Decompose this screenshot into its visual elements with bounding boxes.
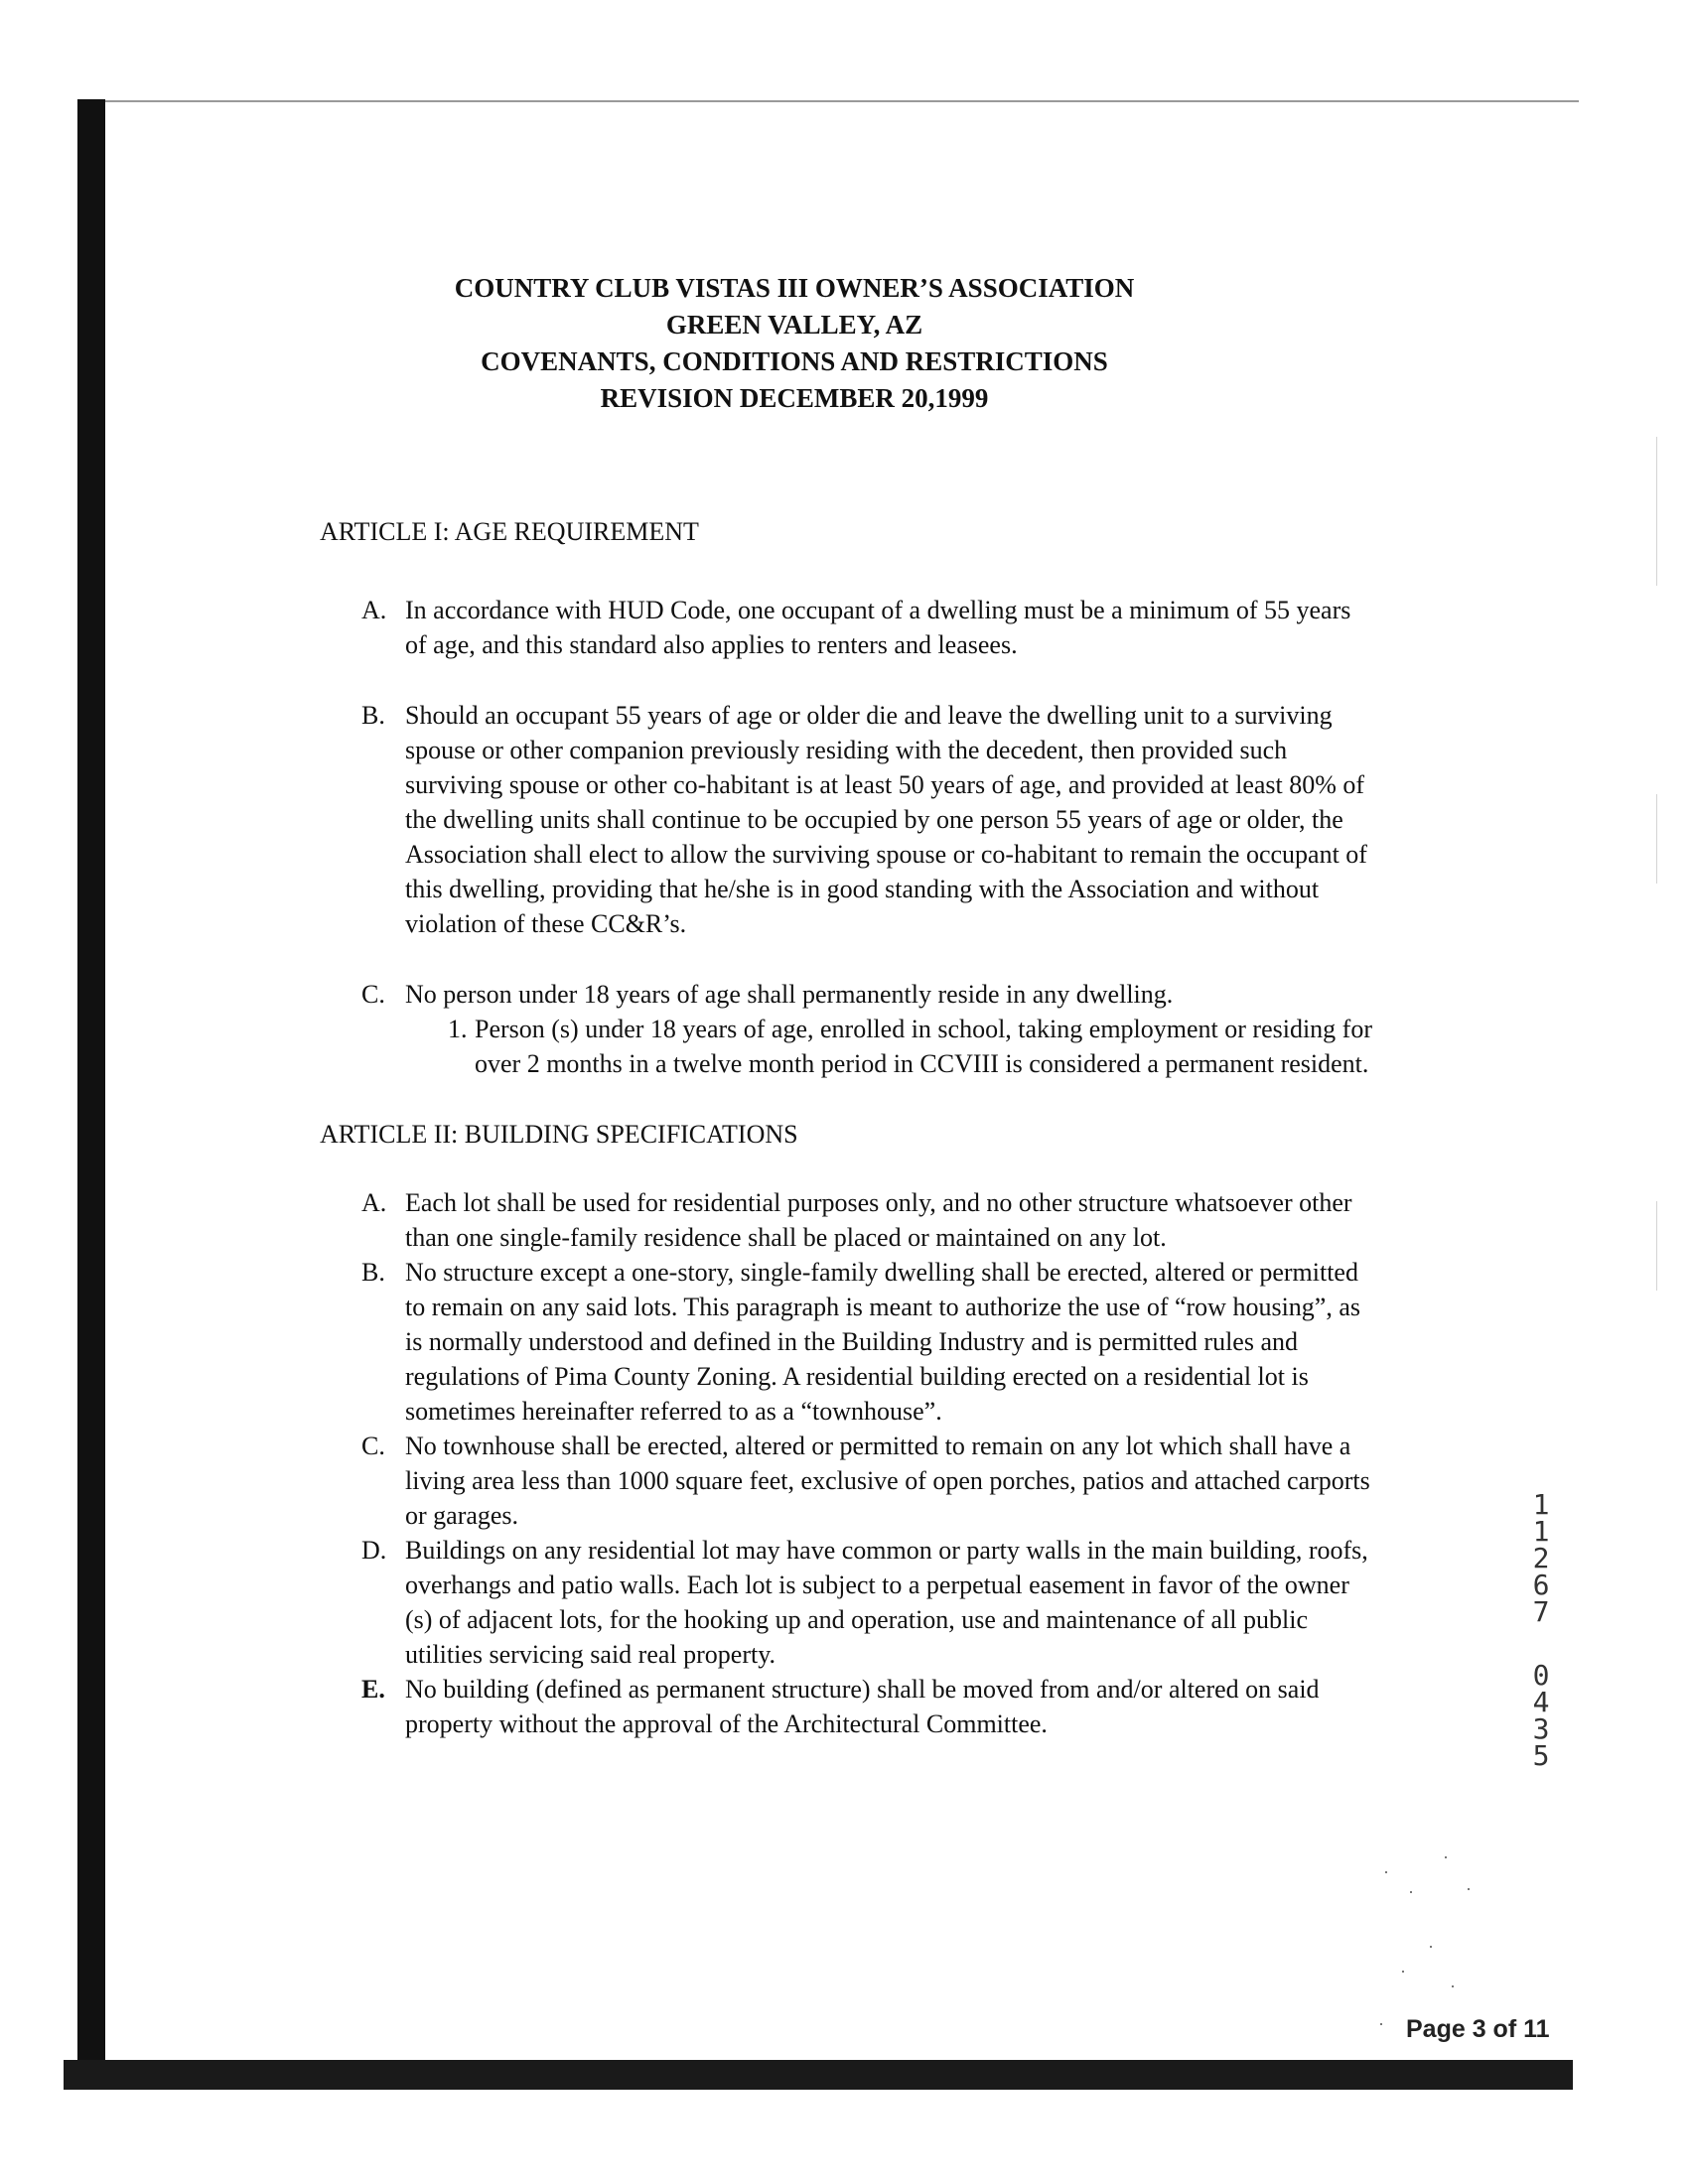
top-rule (79, 100, 1579, 102)
article-1-item-b (320, 698, 1372, 941)
scan-edge-left (77, 99, 105, 2085)
stamp-digit: 5 (1532, 1739, 1550, 1772)
item-text: Each lot shall be used for residential purposes only, and no other structure whatsoever other than one single-family residence shall be placed or maintained on any lot. (405, 1188, 1352, 1252)
sub-item-marker: 1. (448, 1015, 468, 1043)
title-line: GREEN VALLEY, AZ (665, 310, 923, 340)
article-2-heading: ARTICLE II: BUILDING SPECIFICATIONS (320, 1120, 798, 1149)
stamp-digit: 1 (1532, 1488, 1550, 1521)
recording-stamp (1527, 1488, 1555, 1772)
item-marker: E. (361, 1675, 385, 1704)
item-marker: C. (361, 1432, 385, 1460)
stamp-digit: 2 (1532, 1542, 1550, 1574)
scan-speck (1430, 1946, 1432, 1948)
article-2-item-a (320, 1185, 1372, 1255)
article-1-item-c (320, 977, 1372, 1081)
stamp-digit: 4 (1532, 1686, 1550, 1718)
sub-item-text: Person (s) under 18 years of age, enrolled in school, taking employment or residing for over 2 months in a twelve month period in CCVIII is considered a permanent resident. (475, 1015, 1372, 1078)
article-2-item-b (320, 1255, 1372, 1429)
stamp-digit: 3 (1532, 1712, 1550, 1745)
stamp-digit: 1 (1532, 1515, 1550, 1548)
article-1-heading: ARTICLE I: AGE REQUIREMENT (320, 517, 699, 546)
scan-speck (1385, 1871, 1387, 1873)
item-text: No building (defined as permanent structure) shall be moved from and/or altered on said property without the approval of the Architectural Committee. (405, 1675, 1320, 1738)
item-marker: A. (361, 596, 387, 624)
document-body (320, 514, 1372, 1741)
item-text: No townhouse shall be erected, altered or permitted to remain on any lot which shall have a living area less than 1000 square feet, exclusive of open porches, patios and attached carports or garages. (405, 1432, 1370, 1530)
item-text: In accordance with HUD Code, one occupant of a dwelling must be a minimum of 55 years of age, and this standard also applies to renters and leasees. (405, 596, 1351, 659)
item-text: Buildings on any residential lot may have common or party walls in the main building, roofs, overhangs and patio walls. Each lot is subject to a perpetual easement in favor of the owner (s) of adjacent lots, for the hooking up and operation, use and maintenance of all public utilities servicing said real property. (405, 1536, 1368, 1669)
title-line: COVENANTS, CONDITIONS AND RESTRICTIONS (481, 346, 1108, 376)
item-marker: B. (361, 1258, 385, 1287)
item-marker: B. (361, 701, 385, 730)
scan-speck (1468, 1888, 1470, 1890)
scan-speck (1402, 1971, 1404, 1973)
article-2-item-c (320, 1429, 1372, 1533)
item-marker: A. (361, 1188, 387, 1217)
stamp-digit: 6 (1532, 1569, 1550, 1601)
article-1-item-a (320, 593, 1372, 662)
article-2-item-d (320, 1533, 1372, 1672)
title-line: COUNTRY CLUB VISTAS III OWNER’S ASSOCIATION (454, 273, 1135, 303)
item-marker: C. (361, 980, 385, 1009)
item-text: No structure except a one-story, single-family dwelling shall be erected, altered or permitted to remain on any said lots. This paragraph is meant to authorize the use of “row housing”, as is normally understood and defined in the Building Industry and is permitted rules and regulations of Pima County Zoning. A residential building erected on a residential lot is sometimes hereinafter referred to as a “townhouse”. (405, 1258, 1360, 1426)
document-title (328, 270, 1261, 417)
scan-speck (1380, 2023, 1382, 2025)
scan-mark (1656, 437, 1657, 586)
title-line: REVISION DECEMBER 20,1999 (600, 383, 989, 413)
scan-speck (1445, 1856, 1447, 1858)
article-2-item-e (320, 1672, 1372, 1741)
scan-speck (1410, 1891, 1412, 1893)
stamp-gap (1527, 1625, 1555, 1662)
scan-edge-bottom (64, 2060, 1573, 2090)
item-marker: D. (361, 1536, 387, 1565)
item-text: No person under 18 years of age shall permanently reside in any dwelling. (405, 980, 1174, 1009)
scan-speck (1452, 1985, 1454, 1987)
stamp-digit: 0 (1532, 1659, 1550, 1692)
item-text: Should an occupant 55 years of age or older die and leave the dwelling unit to a surviving spouse or other companion previously residing with the decedent, then provided such surviving spouse or other co-habitant is at least 50 years of age, and provided at least 80% of the dwelling units shall continue to be occupied by one person 55 years of age or older, the Association shall elect to allow the surviving spouse or co-habitant to remain the occupant of this dwelling, providing that he/she is in good standing with the Association and without violation of these CC&R’s. (405, 701, 1367, 938)
article-1-item-c-sub-1 (448, 1012, 1372, 1081)
scan-mark (1656, 1201, 1657, 1291)
page-number: Page 3 of 11 (1406, 2015, 1550, 2043)
stamp-digit: 7 (1532, 1595, 1550, 1628)
scan-mark (1656, 794, 1657, 884)
